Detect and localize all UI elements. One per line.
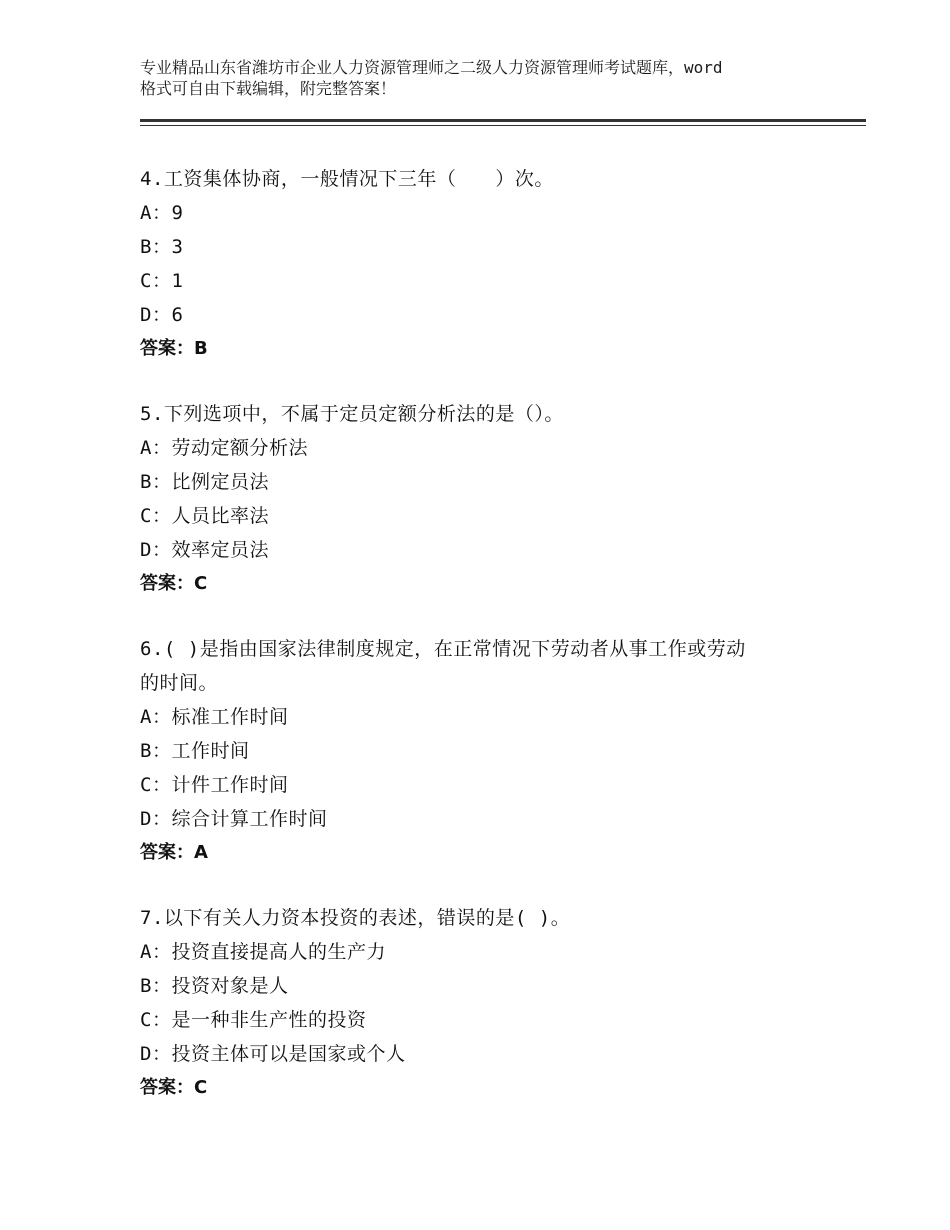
header-line-2: 格式可自由下载编辑，附完整答案！ bbox=[140, 79, 397, 98]
option-a: A：劳动定额分析法 bbox=[140, 437, 308, 459]
option-b: B：投资对象是人 bbox=[140, 975, 289, 997]
option-c: C：计件工作时间 bbox=[140, 774, 289, 796]
question-stem: 5.下列选项中，不属于定员定额分析法的是（）。 bbox=[140, 403, 564, 425]
option-d: D：投资主体可以是国家或个人 bbox=[140, 1043, 406, 1065]
option-c: C：1 bbox=[140, 270, 184, 292]
option-c: C：人员比率法 bbox=[140, 505, 269, 527]
option-c: C：是一种非生产性的投资 bbox=[140, 1009, 367, 1031]
question-4 bbox=[140, 162, 860, 366]
option-d: D：6 bbox=[140, 304, 184, 326]
question-7 bbox=[140, 901, 860, 1105]
option-d: D：效率定员法 bbox=[140, 539, 269, 561]
header-line-1: 专业精品山东省潍坊市企业人力资源管理师之二级人力资源管理师考试题库，word bbox=[140, 58, 723, 77]
question-stem-continued: 的时间。 bbox=[140, 672, 219, 694]
question-list bbox=[140, 162, 860, 1136]
question-stem: 4.工资集体协商，一般情况下三年（ ）次。 bbox=[140, 168, 554, 190]
header-divider-thin bbox=[140, 125, 866, 126]
option-b: B：3 bbox=[140, 236, 184, 258]
option-b: B：工作时间 bbox=[140, 740, 250, 762]
answer-label: 答案：C bbox=[140, 573, 208, 594]
option-b: B：比例定员法 bbox=[140, 471, 269, 493]
question-6 bbox=[140, 632, 860, 870]
option-a: A：9 bbox=[140, 202, 184, 224]
answer-label: 答案：C bbox=[140, 1077, 208, 1098]
option-d: D：综合计算工作时间 bbox=[140, 808, 328, 830]
header-divider-thick bbox=[140, 119, 866, 122]
document-header bbox=[140, 57, 840, 99]
option-a: A：标准工作时间 bbox=[140, 706, 289, 728]
answer-label: 答案：A bbox=[140, 842, 208, 863]
option-a: A：投资直接提高人的生产力 bbox=[140, 941, 386, 963]
question-stem: 7.以下有关人力资本投资的表述，错误的是( )。 bbox=[140, 907, 571, 929]
question-5 bbox=[140, 397, 860, 601]
question-stem: 6.( )是指由国家法律制度规定，在正常情况下劳动者从事工作或劳动 bbox=[140, 638, 746, 660]
answer-label: 答案：B bbox=[140, 338, 208, 359]
